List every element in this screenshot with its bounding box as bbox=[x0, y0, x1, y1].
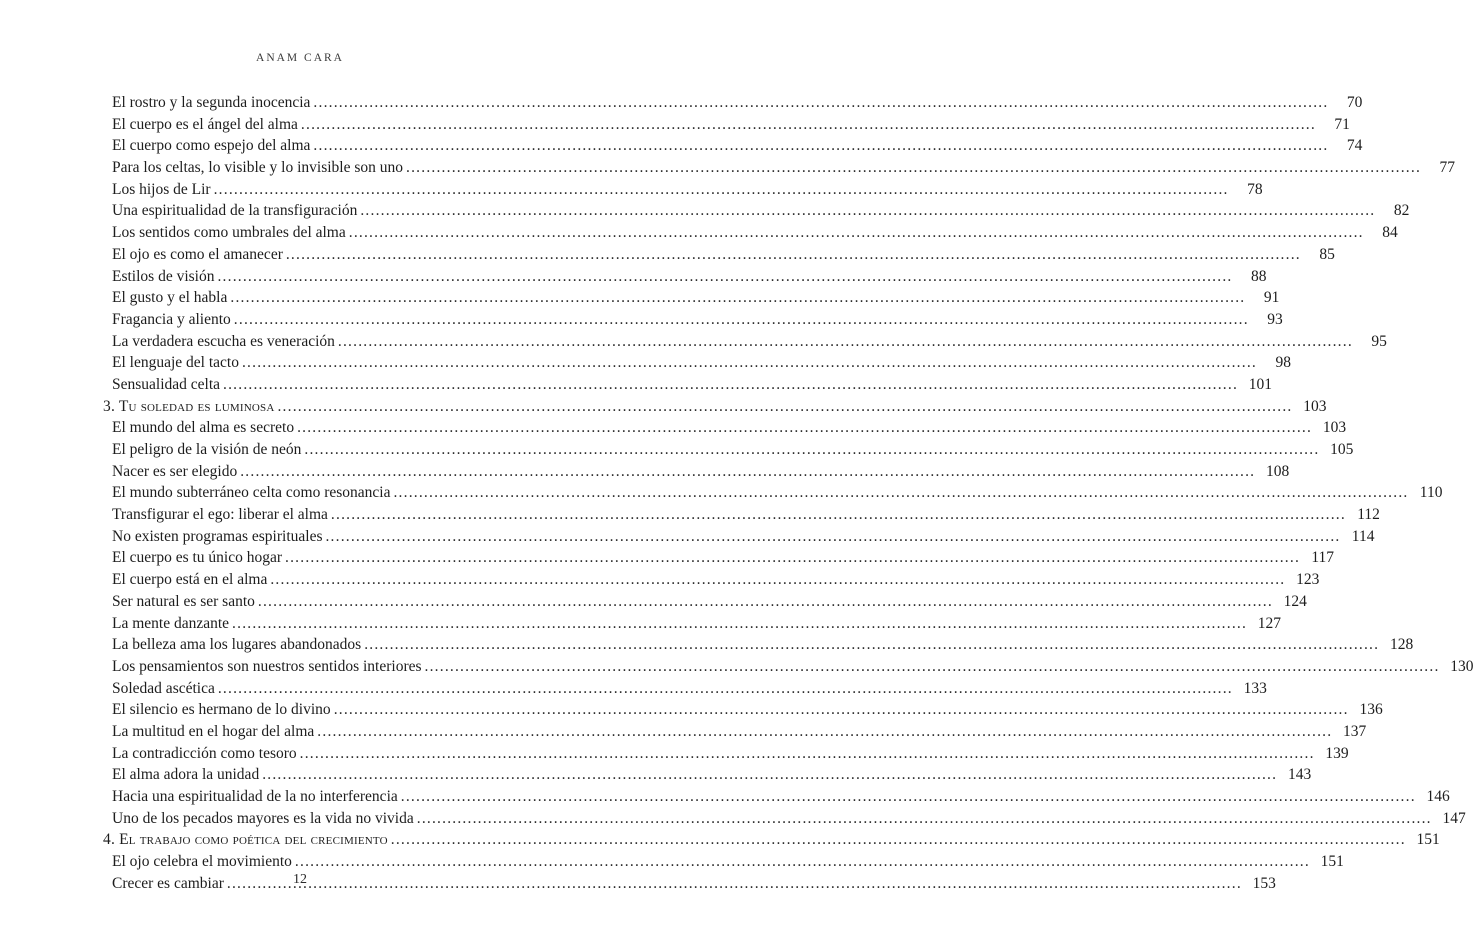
toc-entry-title: Estilos de visión bbox=[112, 267, 215, 285]
toc-entry-page: 78 bbox=[1247, 180, 1263, 198]
toc-entry-title: Los sentidos como umbrales del alma bbox=[112, 224, 346, 242]
toc-entry-page: 124 bbox=[1283, 592, 1307, 610]
toc-entry-page: 91 bbox=[1263, 289, 1280, 307]
toc-entry bbox=[103, 613, 1282, 635]
toc-entry bbox=[103, 721, 1367, 743]
toc-entry-page: 127 bbox=[1257, 614, 1282, 632]
dot-leader bbox=[232, 613, 1247, 635]
toc-entry bbox=[103, 331, 1387, 353]
dot-leader bbox=[217, 266, 1232, 288]
toc-entry-title: Soledad ascética bbox=[112, 679, 215, 697]
toc-entry-title: 3. Tu soledad es luminosa bbox=[103, 397, 275, 415]
toc-entry bbox=[103, 266, 1267, 288]
dot-leader bbox=[301, 114, 1316, 136]
toc-entry-page: 77 bbox=[1439, 159, 1456, 177]
toc-entry-page: 117 bbox=[1311, 549, 1335, 567]
toc-entry-title: El ojo es como el amanecer bbox=[112, 245, 283, 263]
toc-entry bbox=[103, 222, 1398, 244]
toc-entry-page: 151 bbox=[1320, 853, 1344, 871]
toc-entry-title: El cuerpo como espejo del alma bbox=[112, 137, 311, 155]
toc-entry-title: El alma adora la unidad bbox=[112, 766, 260, 784]
toc-entry bbox=[103, 547, 1335, 569]
toc-chapter-entry bbox=[103, 396, 1327, 418]
toc-entry bbox=[103, 287, 1280, 309]
toc-entry-title: La verdadera escucha es veneración bbox=[112, 332, 335, 350]
toc-entry-title: Ser natural es ser santo bbox=[112, 592, 255, 610]
toc-entry-page: 128 bbox=[1389, 636, 1414, 654]
toc-entry bbox=[103, 808, 1466, 830]
toc-entry-page: 112 bbox=[1357, 506, 1380, 524]
toc-entry bbox=[103, 504, 1380, 526]
toc-entry-page: 139 bbox=[1325, 744, 1349, 762]
toc-entry-page: 74 bbox=[1346, 137, 1363, 155]
dot-leader bbox=[230, 287, 1245, 309]
toc-entry-title: Sensualidad celta bbox=[112, 375, 221, 393]
dot-leader bbox=[325, 526, 1340, 548]
toc-entry bbox=[103, 309, 1283, 331]
toc-entry-title: Para los celtas, lo visible y lo invisible son uno bbox=[112, 159, 404, 177]
toc-entry-page: 147 bbox=[1442, 809, 1466, 827]
table-of-contents bbox=[103, 92, 1474, 894]
toc-entry bbox=[103, 114, 1350, 136]
toc-entry-page: 103 bbox=[1303, 397, 1327, 415]
toc-entry-title: 4. El trabajo como poética del crecimiento bbox=[103, 831, 388, 849]
dot-leader bbox=[391, 829, 1406, 851]
toc-entry-page: 103 bbox=[1322, 419, 1347, 437]
toc-entry bbox=[103, 851, 1344, 873]
running-head: ANAM CARA bbox=[256, 52, 344, 64]
toc-entry-page: 143 bbox=[1287, 766, 1312, 784]
toc-entry-page: 105 bbox=[1330, 441, 1354, 458]
dot-leader bbox=[317, 721, 1332, 743]
toc-chapter-entry bbox=[103, 829, 1440, 851]
toc-entry-title: La contradicción como tesoro bbox=[112, 744, 297, 762]
toc-entry-title: Crecer es cambiar bbox=[112, 874, 224, 892]
toc-entry-page: 123 bbox=[1296, 571, 1320, 589]
toc-entry bbox=[103, 699, 1383, 721]
toc-entry-title: El cuerpo es el ángel del alma bbox=[112, 115, 298, 133]
toc-entry-title: Una espiritualidad de la transfiguración bbox=[112, 202, 358, 220]
toc-entry bbox=[103, 374, 1273, 396]
dot-leader bbox=[242, 352, 1257, 374]
toc-entry bbox=[103, 678, 1267, 700]
toc-entry-title: Transfigurar el ego: liberar el alma bbox=[112, 506, 328, 524]
toc-entry-page: 85 bbox=[1319, 245, 1335, 263]
toc-entry-page: 88 bbox=[1250, 267, 1267, 285]
toc-entry bbox=[103, 200, 1410, 222]
toc-entry-title: El mundo subterráneo celta como resonancia bbox=[112, 484, 391, 502]
toc-entry-title: El rostro y la segunda inocencia bbox=[112, 94, 311, 111]
toc-entry-page: 151 bbox=[1416, 831, 1440, 849]
dot-leader bbox=[334, 699, 1349, 721]
toc-entry bbox=[103, 526, 1375, 548]
dot-leader bbox=[297, 417, 1312, 439]
dot-leader bbox=[223, 374, 1238, 396]
dot-leader bbox=[393, 482, 1408, 504]
toc-entry-title: El ojo celebra el movimiento bbox=[112, 853, 292, 871]
toc-entry bbox=[103, 786, 1450, 808]
dot-leader bbox=[300, 743, 1315, 765]
toc-entry-title: El cuerpo está en el alma bbox=[112, 571, 268, 589]
dot-leader bbox=[214, 179, 1229, 201]
dot-leader bbox=[338, 331, 1353, 353]
toc-entry-title: El lenguaje del tacto bbox=[112, 354, 239, 372]
toc-entry-page: 98 bbox=[1275, 354, 1291, 372]
toc-entry-title: El cuerpo es tu único hogar bbox=[112, 549, 283, 567]
toc-entry-title: Nacer es ser elegido bbox=[112, 462, 238, 480]
toc-entry bbox=[103, 461, 1290, 483]
dot-leader bbox=[401, 786, 1416, 808]
toc-entry-title: El peligro de la visión de neón bbox=[112, 441, 302, 458]
toc-entry-title: Hacia una espiritualidad de la no interferencia bbox=[112, 788, 398, 805]
dot-leader bbox=[406, 157, 1421, 179]
dot-leader bbox=[285, 547, 1300, 569]
toc-entry-page: 137 bbox=[1343, 722, 1367, 740]
dot-leader bbox=[349, 222, 1364, 244]
toc-entry-title: Los pensamientos son nuestros sentidos interiores bbox=[112, 657, 422, 675]
toc-entry bbox=[103, 179, 1263, 201]
toc-entry-page: 93 bbox=[1267, 310, 1283, 328]
dot-leader bbox=[360, 200, 1375, 222]
toc-entry-page: 153 bbox=[1252, 874, 1276, 892]
toc-entry bbox=[103, 417, 1347, 439]
dot-leader bbox=[295, 851, 1310, 873]
toc-entry bbox=[103, 482, 1443, 504]
dot-leader bbox=[277, 396, 1292, 418]
dot-leader bbox=[417, 808, 1432, 830]
toc-entry bbox=[103, 135, 1363, 157]
toc-entry bbox=[103, 92, 1363, 114]
dot-leader bbox=[258, 591, 1273, 613]
toc-entry bbox=[103, 157, 1456, 179]
toc-entry-page: 108 bbox=[1265, 462, 1290, 480]
toc-entry-page: 95 bbox=[1371, 332, 1387, 350]
toc-entry-title: El silencio es hermano de lo divino bbox=[112, 701, 331, 719]
dot-leader bbox=[425, 656, 1440, 678]
page-number: 12 bbox=[293, 872, 307, 887]
toc-entry-title: No existen programas espirituales bbox=[112, 527, 323, 545]
toc-entry-title: La multitud en el hogar del alma bbox=[112, 722, 315, 740]
toc-entry-page: 71 bbox=[1334, 115, 1350, 133]
dot-leader bbox=[364, 634, 1379, 656]
toc-entry bbox=[103, 656, 1474, 678]
dot-leader bbox=[313, 92, 1328, 114]
toc-entry bbox=[103, 569, 1320, 591]
toc-entry bbox=[103, 439, 1354, 461]
toc-entry bbox=[103, 244, 1335, 266]
toc-entry-page: 130 bbox=[1450, 657, 1474, 675]
toc-entry-page: 82 bbox=[1393, 202, 1410, 220]
toc-entry bbox=[103, 764, 1312, 786]
dot-leader bbox=[240, 461, 1255, 483]
dot-leader bbox=[218, 678, 1233, 700]
dot-leader bbox=[331, 504, 1346, 526]
toc-entry-page: 110 bbox=[1419, 484, 1443, 502]
dot-leader bbox=[234, 309, 1249, 331]
toc-entry-title: Uno de los pecados mayores es la vida no vivida bbox=[112, 809, 414, 827]
toc-entry-page: 101 bbox=[1248, 375, 1273, 393]
dot-leader bbox=[313, 135, 1328, 157]
toc-entry bbox=[103, 591, 1307, 613]
toc-entry-page: 84 bbox=[1382, 224, 1398, 242]
toc-entry-title: Los hijos de Lir bbox=[112, 180, 211, 198]
toc-entry-page: 136 bbox=[1359, 701, 1383, 719]
toc-entry bbox=[103, 743, 1349, 765]
toc-entry-title: La belleza ama los lugares abandonados bbox=[112, 636, 362, 654]
toc-entry-title: El gusto y el habla bbox=[112, 289, 228, 307]
toc-entry-title: La mente danzante bbox=[112, 614, 230, 632]
dot-leader bbox=[262, 764, 1277, 786]
toc-entry-page: 114 bbox=[1351, 527, 1375, 545]
dot-leader bbox=[304, 439, 1319, 461]
toc-entry bbox=[103, 352, 1291, 374]
toc-entry-title: El mundo del alma es secreto bbox=[112, 419, 295, 437]
toc-entry-page: 70 bbox=[1346, 94, 1363, 111]
dot-leader bbox=[270, 569, 1285, 591]
toc-entry-title: Fragancia y aliento bbox=[112, 310, 231, 328]
dot-leader bbox=[286, 244, 1301, 266]
toc-entry-page: 146 bbox=[1426, 788, 1450, 805]
toc-entry bbox=[103, 634, 1414, 656]
toc-entry-page: 133 bbox=[1243, 679, 1267, 697]
